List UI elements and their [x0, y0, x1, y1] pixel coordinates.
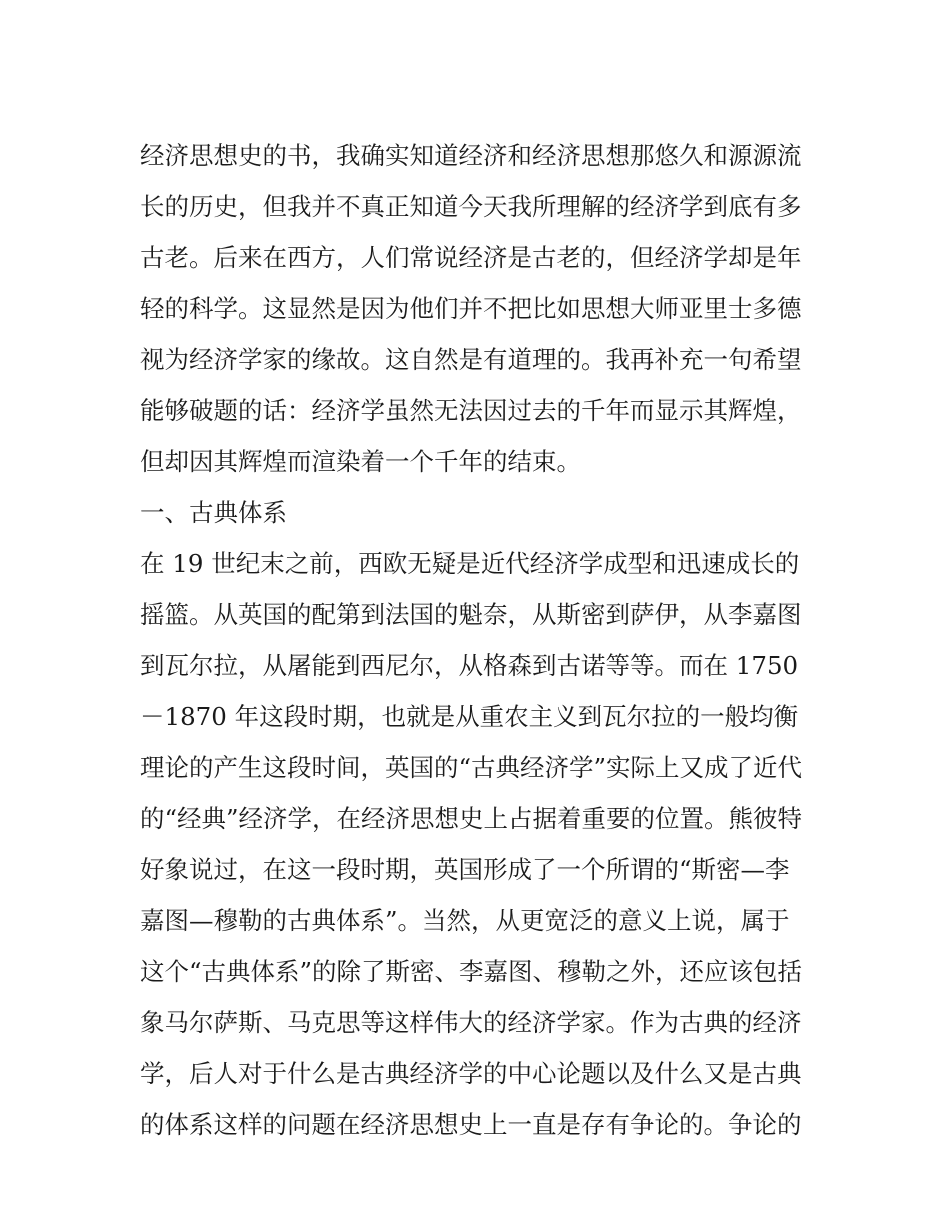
text-line: 学，后人对于什么是古典经济学的中心论题以及什么又是古典: [140, 1059, 802, 1088]
text-line: 经济思想史的书，我确实知道经济和经济思想那悠久和源源流: [140, 141, 802, 170]
text-line: 的“经典”经济学，在经济思想史上占据着重要的位置。熊彼特: [140, 804, 803, 833]
text-line: 的体系这样的问题在经济思想史上一直是存有争论的。争论的: [140, 1110, 802, 1139]
text-line: 这个“古典体系”的除了斯密、李嘉图、穆勒之外，还应该包括: [140, 957, 803, 986]
text-line: 在 19 世纪末之前，西欧无疑是近代经济学成型和迅速成长的: [140, 549, 800, 578]
document-body: [140, 130, 820, 1150]
text-line: 好象说过，在这一段时期，英国形成了一个所谓的“斯密—李: [140, 855, 790, 884]
text-line: 摇篮。从英国的配第到法国的魁奈，从斯密到萨伊，从李嘉图: [140, 600, 802, 629]
section-heading: 一、古典体系: [140, 498, 287, 527]
text-line: 但却因其辉煌而渲染着一个千年的结束。: [140, 447, 581, 476]
text-line: 古老。后来在西方，人们常说经济是古老的，但经济学却是年: [140, 243, 802, 272]
text-line: 象马尔萨斯、马克思等这样伟大的经济学家。作为古典的经济: [140, 1008, 802, 1037]
text-line: 视为经济学家的缘故。这自然是有道理的。我再补充一句希望: [140, 345, 802, 374]
text-line: 长的历史，但我并不真正知道今天我所理解的经济学到底有多: [140, 192, 802, 221]
text-line: 嘉图—穆勒的古典体系”。当然，从更宽泛的意义上说，属于: [140, 906, 790, 935]
text-line: 轻的科学。这显然是因为他们并不把比如思想大师亚里士多德: [140, 294, 802, 323]
text-line: 能够破题的话：经济学虽然无法因过去的千年而显示其辉煌，: [140, 396, 802, 425]
text-line: 理论的产生这段时间，英国的“古典经济学”实际上又成了近代: [140, 753, 803, 782]
text-line: －1870 年这段时期，也就是从重农主义到瓦尔拉的一般均衡: [140, 702, 799, 731]
text-line: 到瓦尔拉，从屠能到西尼尔，从格森到古诺等等。而在 1750: [140, 651, 799, 680]
